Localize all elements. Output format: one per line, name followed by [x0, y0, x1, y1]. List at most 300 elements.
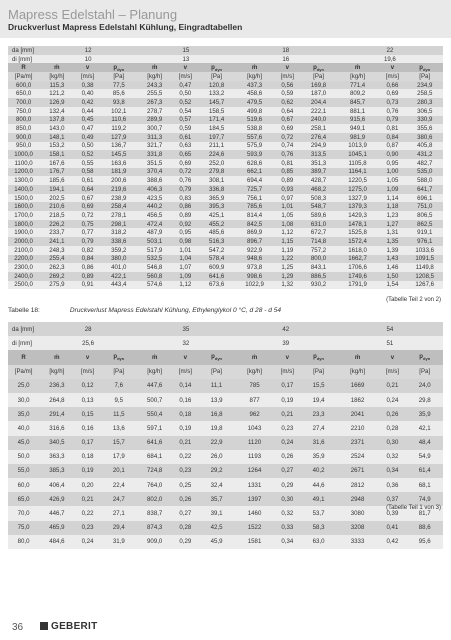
table-cell: 158,5	[198, 107, 234, 116]
table-cell: 750,0	[8, 107, 39, 116]
unit-row	[8, 365, 443, 379]
table-cell: 1,18	[378, 202, 406, 211]
table-cell: 1264	[235, 464, 275, 478]
table-cell: 1193	[235, 450, 275, 464]
table-cell: 950,0	[8, 142, 39, 151]
table-cell: 1,04	[172, 255, 198, 264]
table-cell: 1429,3	[337, 211, 379, 220]
table-cell: 289,9	[137, 116, 172, 125]
column-symbol: $p_{dyn}$	[406, 63, 443, 72]
table-cell: 19,8	[198, 421, 234, 435]
table-cell: 298,1	[101, 220, 137, 229]
page-subtitle: Druckverlust Mapress Edelstahl Kühlung, Eingradtabellen	[8, 22, 243, 32]
table-cell: 136,7	[101, 142, 137, 151]
table-cell: 278,7	[137, 107, 172, 116]
table-cell: 35,7	[198, 492, 234, 506]
unit-row	[8, 72, 443, 81]
table-cell: 499,8	[235, 107, 275, 116]
table-cell: 262,3	[39, 263, 74, 272]
da-row	[8, 46, 443, 55]
table-cell: 443,4	[101, 281, 137, 290]
symbol-text: p	[113, 353, 118, 361]
table-cell: 0,27	[274, 464, 300, 478]
table-cell: 998,6	[235, 272, 275, 281]
table-cell: 275,9	[39, 281, 74, 290]
di-value: 25,6	[39, 336, 137, 350]
column-unit: [Pa]	[300, 365, 336, 379]
column-unit: [kg/h]	[337, 72, 379, 81]
table-cell: 0,76	[172, 176, 198, 185]
table-cell: 0,69	[378, 89, 406, 98]
table-cell: 0,26	[378, 407, 406, 421]
da-value: 12	[39, 46, 137, 55]
table-cell: 1662,7	[337, 255, 379, 264]
table-cell: 22,4	[101, 478, 137, 492]
table-cell: 380,0	[101, 255, 137, 264]
table-cell: 1220,5	[337, 176, 379, 185]
di-value: 10	[39, 55, 137, 64]
column-unit: [m/s]	[75, 72, 101, 81]
table-row	[8, 379, 443, 393]
table-cell: 63,0	[300, 535, 336, 549]
table-cell: 269,2	[39, 272, 74, 281]
table-cell: 133,2	[198, 89, 234, 98]
table-cell: 126,9	[39, 98, 74, 107]
column-symbol	[75, 350, 101, 364]
table-cell: 0,81	[274, 159, 300, 168]
table-row	[8, 506, 443, 520]
table-cell: 1,27	[378, 220, 406, 229]
table-cell: 1,00	[378, 168, 406, 177]
table-cell: 0,59	[274, 89, 300, 98]
table-cell: 202,5	[39, 194, 74, 203]
table-cell: 1208,5	[406, 272, 443, 281]
table-cell: 0,86	[75, 263, 101, 272]
table-row	[8, 492, 443, 506]
table-cell: 1,32	[274, 281, 300, 290]
table-cell: 9,5	[101, 393, 137, 407]
table-cell: 211,1	[198, 142, 234, 151]
table-cell: 1,12	[274, 228, 300, 237]
caption-text: Druckverlust Mapress Edelstahl Kühlung, Ethylenglykol 0 °C, d 28 - d 54	[69, 307, 282, 314]
table-cell: 0,32	[378, 450, 406, 464]
table-cell: 153,2	[39, 142, 74, 151]
table-cell: 600,0	[8, 81, 39, 90]
table-cell: 1522	[235, 521, 275, 535]
table-cell: 318,2	[101, 228, 137, 237]
table-cell: 0,41	[378, 521, 406, 535]
table-cell: 2100,0	[8, 246, 39, 255]
table-row	[8, 168, 443, 177]
table-cell: 0,27	[172, 506, 198, 520]
table-cell: 15,5	[300, 379, 336, 393]
table-cell: 1149,8	[406, 263, 443, 272]
table-cell: 0,79	[378, 116, 406, 125]
table-row	[8, 521, 443, 535]
table-cell: 809,2	[337, 89, 379, 98]
table-cell: 641,6	[198, 272, 234, 281]
table-cell: 757,2	[300, 246, 336, 255]
table-cell: 248,3	[39, 246, 74, 255]
table-cell: 171,4	[198, 116, 234, 125]
table-cell: 508,3	[300, 194, 336, 203]
symbol-text: v	[183, 353, 188, 361]
column-symbol: $p_{dyn}$	[101, 350, 137, 364]
table-cell: 1164,1	[337, 168, 379, 177]
table-cell: 1,09	[172, 272, 198, 281]
table-cell: 132,4	[39, 107, 74, 116]
table-cell: 1327,9	[337, 194, 379, 203]
table-cell: 0,95	[378, 159, 406, 168]
table-cell: 0,64	[274, 107, 300, 116]
table-cell: 0,36	[378, 478, 406, 492]
table-cell: 22,9	[198, 436, 234, 450]
di-value: 39	[235, 336, 337, 350]
table-cell: 88,6	[406, 521, 443, 535]
da-value: 28	[39, 322, 137, 336]
table-cell: 3208	[337, 521, 379, 535]
table-cell: 0,84	[378, 133, 406, 142]
symbol-row	[8, 63, 443, 72]
table-cell: 336,8	[198, 185, 234, 194]
table-cell: 0,44	[75, 107, 101, 116]
table-cell: 641,7	[406, 185, 443, 194]
column-symbol	[172, 63, 198, 72]
table-cell: 785,6	[235, 202, 275, 211]
table-cell: 0,89	[172, 211, 198, 220]
table-cell: 0,50	[75, 142, 101, 151]
table-cell: 650,0	[8, 89, 39, 98]
table-row	[8, 281, 443, 290]
table-cell: 631,0	[300, 220, 336, 229]
table-row	[8, 133, 443, 142]
symbol-text: v	[183, 64, 188, 72]
table-cell: 294,9	[300, 142, 336, 151]
table-cell: 756,1	[235, 194, 275, 203]
table-cell: 27,4	[300, 421, 336, 435]
table-cell: 148,1	[39, 133, 74, 142]
da-row	[8, 322, 443, 336]
table-cell: 1478,1	[337, 220, 379, 229]
table-cell: 54,9	[406, 450, 443, 464]
table-cell: 1,05	[274, 211, 300, 220]
table-cell: 163,6	[101, 159, 137, 168]
column-symbol	[274, 63, 300, 72]
table-cell: 42,5	[198, 521, 234, 535]
table-cell: 503,1	[137, 237, 172, 246]
table-cell: 58,3	[300, 521, 336, 535]
table-cell: 1120	[235, 436, 275, 450]
table-cell: 0,34	[274, 535, 300, 549]
table-cell: 0,15	[75, 407, 101, 421]
table-cell: 0,76	[378, 107, 406, 116]
table-cell: 53,7	[300, 506, 336, 520]
table-cell: 1791,9	[337, 281, 379, 290]
table-cell: 597,1	[137, 421, 172, 435]
table-cell: 194,1	[39, 185, 74, 194]
table-cell: 930,2	[300, 281, 336, 290]
symbol-text: ṁ	[354, 64, 361, 72]
table-cell: 19,4	[300, 393, 336, 407]
table-row	[8, 450, 443, 464]
table-cell: 0,69	[274, 124, 300, 133]
table-cell: 0,84	[75, 255, 101, 264]
table-cell: 447,6	[137, 379, 172, 393]
table-cell: 1,25	[274, 263, 300, 272]
table-cell: 0,19	[172, 421, 198, 435]
table-cell: 0,55	[75, 159, 101, 168]
table-cell: 1,39	[378, 246, 406, 255]
table-cell: 0,39	[378, 506, 406, 520]
table-cell: 1022,9	[235, 281, 275, 290]
table-row	[8, 220, 443, 229]
table-cell: 1091,5	[406, 255, 443, 264]
table-cell: 200,6	[101, 176, 137, 185]
table-cell: 516,3	[198, 237, 234, 246]
table-cell: 896,7	[235, 237, 275, 246]
table-row	[8, 202, 443, 211]
column-symbol	[337, 350, 379, 364]
table-cell: 482,7	[406, 159, 443, 168]
table-cell: 0,26	[172, 492, 198, 506]
table-cell: 102,1	[101, 107, 137, 116]
table-cell: 0,54	[172, 107, 198, 116]
column-unit: [m/s]	[378, 365, 406, 379]
table-cell: 29,8	[406, 393, 443, 407]
table-cell: 143,0	[39, 124, 74, 133]
page-footer	[0, 618, 451, 640]
table-cell: 1,43	[378, 255, 406, 264]
table-cell: 1,35	[378, 237, 406, 246]
table-cell: 380,6	[406, 133, 443, 142]
column-symbol	[8, 350, 39, 364]
table-cell: 806,5	[406, 211, 443, 220]
page-title: Mapress Edelstahl – Planung	[8, 7, 178, 22]
table-cell: 321,7	[137, 142, 172, 151]
table-cell: 1397	[235, 492, 275, 506]
table-cell: 258,5	[406, 89, 443, 98]
table-cell: 0,79	[75, 237, 101, 246]
table-cell: 61,4	[406, 464, 443, 478]
table-cell: 2210	[337, 421, 379, 435]
table-cell: 264,8	[39, 393, 74, 407]
table-cell: 167,6	[39, 159, 74, 168]
table-cell: 258,1	[300, 124, 336, 133]
table-cell: 77,5	[101, 81, 137, 90]
symbol-text: ṁ	[54, 353, 60, 361]
table-cell: 1043	[235, 421, 275, 435]
column-symbol	[274, 350, 300, 364]
geberit-logo-icon	[40, 622, 48, 630]
table-cell: 431,2	[406, 150, 443, 159]
table-cell: 137,8	[39, 116, 74, 125]
table-cell: 1,50	[378, 272, 406, 281]
table-cell: 437,3	[235, 81, 275, 90]
symbol-text: p	[313, 63, 317, 71]
table-cell: 0,90	[378, 150, 406, 159]
symbol-text: v	[390, 353, 395, 361]
table-cell: 1,01	[274, 202, 300, 211]
table-cell: 0,52	[75, 150, 101, 159]
table-cell: 560,8	[137, 272, 172, 281]
table-cell: 546,8	[137, 263, 172, 272]
table-cell: 0,30	[378, 436, 406, 450]
table-cell: 725,7	[235, 185, 275, 194]
table-cell: 1105,8	[337, 159, 379, 168]
di-value: 19,6	[337, 55, 443, 64]
table-cell: 425,1	[198, 211, 234, 220]
table-cell: 35,0	[8, 407, 39, 421]
table-cell: 484,6	[39, 535, 74, 549]
column-symbol	[39, 350, 74, 364]
table-row	[8, 228, 443, 237]
table-cell: 300,7	[137, 124, 172, 133]
table-cell: 120,8	[198, 81, 234, 90]
table-cell: 278,1	[101, 211, 137, 220]
symbol-text: R	[21, 64, 26, 72]
table-cell: 1033,6	[406, 246, 443, 255]
table-cell: 11,1	[198, 379, 234, 393]
table-cell: 110,6	[101, 116, 137, 125]
table-cell: 255,5	[137, 89, 172, 98]
table-row	[8, 81, 443, 90]
symbol-text: ṁ	[151, 353, 158, 361]
column-unit: [Pa]	[198, 365, 234, 379]
table-cell: 458,6	[235, 89, 275, 98]
table-cell: 340,5	[39, 436, 74, 450]
table-cell: 446,7	[39, 506, 74, 520]
table-cell: 258,4	[101, 202, 137, 211]
table-cell: 311,3	[137, 133, 172, 142]
table-cell: 1,07	[172, 263, 198, 272]
symbol-text: ṁ	[251, 64, 258, 72]
table-cell: 27,1	[101, 506, 137, 520]
table-cell: 673,6	[198, 281, 234, 290]
table-cell: 535,0	[406, 168, 443, 177]
table-caption	[8, 307, 281, 314]
table-cell: 578,4	[198, 255, 234, 264]
column-symbol	[75, 63, 101, 72]
table-cell: 405,8	[406, 142, 443, 151]
table-cell: 17,9	[101, 450, 137, 464]
table-cell: 252,0	[198, 159, 234, 168]
table-cell: 465,9	[39, 521, 74, 535]
table-cell: 1581	[235, 535, 275, 549]
table-cell: 0,64	[75, 185, 101, 194]
table-cell: 771,4	[337, 81, 379, 90]
table-row	[8, 263, 443, 272]
column-unit: [kg/h]	[39, 365, 74, 379]
table-cell: 1500,0	[8, 194, 39, 203]
table-cell: 0,50	[172, 89, 198, 98]
di-value: 51	[337, 336, 443, 350]
table-row	[8, 89, 443, 98]
column-unit: [m/s]	[172, 72, 198, 81]
symbol-text: v	[85, 64, 90, 72]
table-cell: 3080	[337, 506, 379, 520]
table-cell: 0,19	[274, 393, 300, 407]
table-cell: 909,0	[137, 535, 172, 549]
table-cell: 2300,0	[8, 263, 39, 272]
table-cell: 0,23	[75, 521, 101, 535]
table-cell: 423,5	[137, 194, 172, 203]
table-cell: 243,3	[137, 81, 172, 90]
column-unit: [Pa]	[406, 72, 443, 81]
table-cell: 589,6	[300, 211, 336, 220]
table-cell: 487,9	[137, 228, 172, 237]
table-cell: 2948	[337, 492, 379, 506]
table-cell: 869,9	[235, 228, 275, 237]
table-cell: 1,46	[378, 263, 406, 272]
table-cell: 1100,0	[8, 159, 39, 168]
column-unit: [kg/h]	[235, 365, 275, 379]
table-cell: 255,4	[39, 255, 74, 264]
column-symbol: $p_{dyn}$	[198, 350, 234, 364]
table-row	[8, 421, 443, 435]
table-cell: 881,1	[337, 107, 379, 116]
table-1-part-note: (Tabelle Teil 2 von 2)	[386, 297, 441, 303]
table-cell: 440,2	[137, 202, 172, 211]
column-symbol	[337, 63, 379, 72]
table-cell: 2200,0	[8, 255, 39, 264]
table-cell: 1,19	[274, 246, 300, 255]
column-symbol	[235, 350, 275, 364]
table-cell: 472,4	[137, 220, 172, 229]
table-cell: 115,3	[39, 81, 74, 90]
column-symbol	[172, 350, 198, 364]
table-cell: 0,38	[75, 81, 101, 90]
symbol-text: p	[419, 353, 424, 361]
table-cell: 0,63	[172, 142, 198, 151]
table-row	[8, 150, 443, 159]
table-cell: 145,5	[101, 150, 137, 159]
column-symbol: $p_{dyn}$	[300, 63, 336, 72]
di-row	[8, 336, 443, 350]
table-cell: 1,22	[274, 255, 300, 264]
table-cell: 0,28	[378, 421, 406, 435]
table-cell: 0,74	[274, 142, 300, 151]
table-cell: 35,9	[406, 407, 443, 421]
table-cell: 181,9	[101, 168, 137, 177]
table-cell: 313,5	[300, 150, 336, 159]
table-cell: 0,34	[378, 464, 406, 478]
table-cell: 3333	[337, 535, 379, 549]
table-cell: 0,17	[274, 379, 300, 393]
table-cell: 226,2	[39, 220, 74, 229]
table-cell: 210,6	[39, 202, 74, 211]
table-cell: 363,3	[39, 450, 74, 464]
table-cell: 359,2	[101, 246, 137, 255]
table-cell: 838,7	[137, 506, 172, 520]
table-cell: 557,6	[235, 133, 275, 142]
di-row	[8, 55, 443, 64]
table-cell: 1,23	[378, 211, 406, 220]
table-cell: 0,30	[274, 492, 300, 506]
table-cell: 121,2	[39, 89, 74, 98]
column-unit: [kg/h]	[137, 72, 172, 81]
table-cell: 0,33	[274, 521, 300, 535]
table-cell: 0,85	[274, 168, 300, 177]
table-cell: 877	[235, 393, 275, 407]
table-cell: 65,0	[8, 492, 39, 506]
table-cell: 468,2	[300, 185, 336, 194]
table-cell: 485,6	[198, 228, 234, 237]
table-cell: 0,92	[172, 220, 198, 229]
table-row	[8, 107, 443, 116]
table-cell: 74,9	[406, 492, 443, 506]
table-cell: 2041	[337, 407, 379, 421]
table-cell: 800,0	[300, 255, 336, 264]
